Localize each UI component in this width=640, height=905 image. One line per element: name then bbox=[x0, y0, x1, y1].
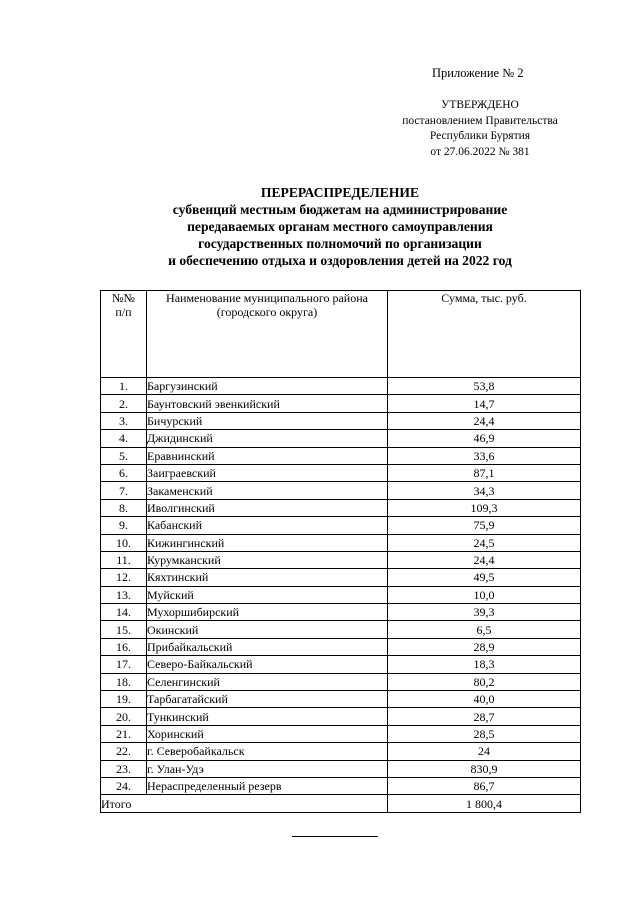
table-row bbox=[101, 378, 581, 395]
row-sum: 24,4 bbox=[388, 412, 581, 429]
row-number: 4. bbox=[101, 430, 147, 447]
title-line: государственных полномочий по организации bbox=[198, 236, 482, 251]
table-row bbox=[101, 673, 581, 690]
row-number: 24. bbox=[101, 777, 147, 794]
row-name: Кяхтинский bbox=[147, 569, 388, 586]
row-name: Иволгинский bbox=[147, 499, 388, 516]
row-name: Бичурский bbox=[147, 412, 388, 429]
row-sum: 18,3 bbox=[388, 656, 581, 673]
row-number: 5. bbox=[101, 447, 147, 464]
row-sum: 34,3 bbox=[388, 482, 581, 499]
table-row bbox=[101, 534, 581, 551]
row-name: Закаменский bbox=[147, 482, 388, 499]
row-number: 10. bbox=[101, 534, 147, 551]
row-name: Северо-Байкальский bbox=[147, 656, 388, 673]
approval-line: постановлением Правительства bbox=[402, 114, 558, 127]
row-number: 13. bbox=[101, 586, 147, 603]
row-sum: 14,7 bbox=[388, 395, 581, 412]
table-row bbox=[101, 725, 581, 742]
table-row bbox=[101, 604, 581, 621]
row-sum: 109,3 bbox=[388, 499, 581, 516]
row-name: Хоринский bbox=[147, 725, 388, 742]
table-row bbox=[101, 569, 581, 586]
row-sum: 24,5 bbox=[388, 534, 581, 551]
approval-line: Республики Бурятия bbox=[429, 130, 531, 142]
approval-line: от 27.06.2022 № 381 bbox=[430, 145, 530, 158]
table-row bbox=[101, 638, 581, 655]
table-row bbox=[101, 621, 581, 638]
row-name: Тарбагатайский bbox=[147, 691, 388, 708]
table-row bbox=[101, 760, 581, 777]
row-number: 23. bbox=[101, 760, 147, 777]
row-number: 15. bbox=[101, 621, 147, 638]
row-name: Джидинский bbox=[147, 430, 388, 447]
row-sum: 46,9 bbox=[388, 430, 581, 447]
row-name: г. Северобайкальск bbox=[147, 743, 388, 760]
header-name-line: Наименование муниципального района bbox=[166, 291, 368, 305]
row-sum: 33,6 bbox=[388, 447, 581, 464]
header-name bbox=[147, 291, 388, 378]
row-number: 1. bbox=[101, 378, 147, 395]
row-name: Окинский bbox=[147, 621, 388, 638]
row-number: 22. bbox=[101, 743, 147, 760]
header-number-line: п/п bbox=[115, 305, 132, 319]
table-row bbox=[101, 430, 581, 447]
header-number bbox=[101, 291, 147, 378]
row-name: г. Улан-Удэ bbox=[147, 760, 388, 777]
row-sum: 39,3 bbox=[388, 604, 581, 621]
row-number: 2. bbox=[101, 395, 147, 412]
row-sum: 87,1 bbox=[388, 464, 581, 481]
total-sum: 1 800,4 bbox=[388, 795, 581, 812]
row-number: 20. bbox=[101, 708, 147, 725]
row-sum: 10,0 bbox=[388, 586, 581, 603]
table-row bbox=[101, 656, 581, 673]
row-number: 17. bbox=[101, 656, 147, 673]
row-sum: 86,7 bbox=[388, 777, 581, 794]
row-sum: 830,9 bbox=[388, 760, 581, 777]
total-label: Итого bbox=[101, 795, 388, 812]
row-name: Селенгинский bbox=[147, 673, 388, 690]
row-sum: 28,9 bbox=[388, 638, 581, 655]
row-name: Кижингинский bbox=[147, 534, 388, 551]
row-name: Курумканский bbox=[147, 551, 388, 568]
row-number: 16. bbox=[101, 638, 147, 655]
title-line: субвенций местным бюджетам на администрирование bbox=[172, 202, 508, 217]
table-body bbox=[101, 378, 581, 795]
row-number: 6. bbox=[101, 464, 147, 481]
table-row bbox=[101, 395, 581, 412]
title-line: и обеспечению отдыха и оздоровления детей на 2022 год bbox=[168, 253, 512, 268]
approval-block bbox=[382, 98, 578, 160]
row-name: Заиграевский bbox=[147, 464, 388, 481]
row-name: Нераспределенный резерв bbox=[147, 777, 388, 794]
row-sum: 80,2 bbox=[388, 673, 581, 690]
title-line: ПЕРЕРАСПРЕДЕЛЕНИЕ bbox=[260, 185, 420, 200]
header-sum: Сумма, тыс. руб. bbox=[388, 291, 581, 378]
row-sum: 28,7 bbox=[388, 708, 581, 725]
table-row bbox=[101, 777, 581, 794]
row-name: Мухоршибирский bbox=[147, 604, 388, 621]
table-row bbox=[101, 708, 581, 725]
row-sum: 24 bbox=[388, 743, 581, 760]
row-number: 19. bbox=[101, 691, 147, 708]
table-row bbox=[101, 482, 581, 499]
total-row bbox=[101, 795, 581, 812]
row-number: 8. bbox=[101, 499, 147, 516]
row-name: Баунтовский эвенкийский bbox=[147, 395, 388, 412]
table-row bbox=[101, 743, 581, 760]
row-sum: 40,0 bbox=[388, 691, 581, 708]
table-row bbox=[101, 499, 581, 516]
row-sum: 49,5 bbox=[388, 569, 581, 586]
table-row bbox=[101, 412, 581, 429]
row-name: Муйский bbox=[147, 586, 388, 603]
distribution-table bbox=[100, 290, 581, 813]
row-sum: 6,5 bbox=[388, 621, 581, 638]
row-name: Тункинский bbox=[147, 708, 388, 725]
table-row bbox=[101, 691, 581, 708]
table-row bbox=[101, 447, 581, 464]
table-row bbox=[101, 551, 581, 568]
table-row bbox=[101, 517, 581, 534]
header-name-line: (городского округа) bbox=[216, 305, 318, 319]
row-sum: 28,5 bbox=[388, 725, 581, 742]
row-number: 21. bbox=[101, 725, 147, 742]
row-number: 9. bbox=[101, 517, 147, 534]
table-row bbox=[101, 464, 581, 481]
row-sum: 24,4 bbox=[388, 551, 581, 568]
row-number: 14. bbox=[101, 604, 147, 621]
row-number: 3. bbox=[101, 412, 147, 429]
row-number: 7. bbox=[101, 482, 147, 499]
row-name: Еравнинский bbox=[147, 447, 388, 464]
row-number: 11. bbox=[101, 551, 147, 568]
row-sum: 53,8 bbox=[388, 378, 581, 395]
row-number: 12. bbox=[101, 569, 147, 586]
footer-rule bbox=[292, 836, 378, 837]
header-number-line: №№ bbox=[112, 291, 135, 305]
table-row bbox=[101, 586, 581, 603]
row-sum: 75,9 bbox=[388, 517, 581, 534]
document-title bbox=[100, 184, 580, 269]
approval-line: УТВЕРЖДЕНО bbox=[441, 99, 519, 111]
table-header-row bbox=[101, 291, 581, 378]
row-name: Кабанский bbox=[147, 517, 388, 534]
row-name: Баргузинский bbox=[147, 378, 388, 395]
appendix-label: Приложение № 2 bbox=[432, 66, 524, 80]
row-name: Прибайкальский bbox=[147, 638, 388, 655]
row-number: 18. bbox=[101, 673, 147, 690]
title-line: передаваемых органам местного самоуправления bbox=[187, 219, 493, 234]
